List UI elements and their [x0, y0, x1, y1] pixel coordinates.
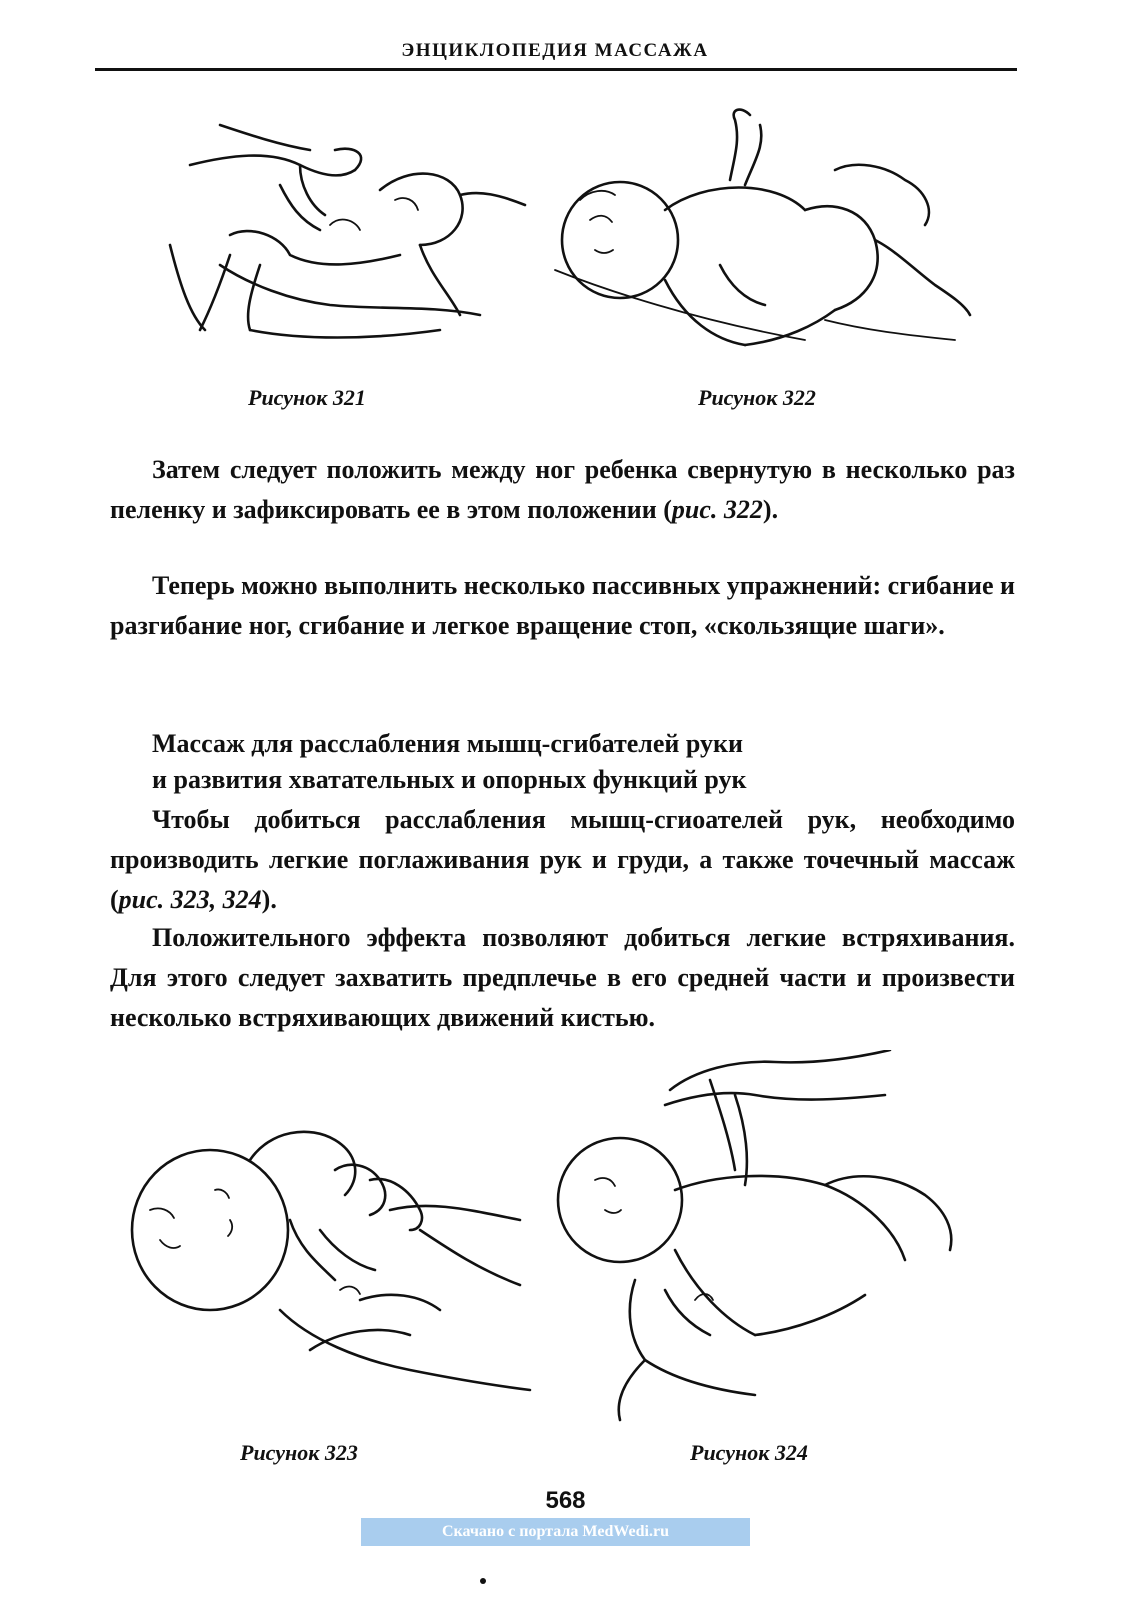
watermark-banner[interactable]: Скачано с портала MedWedi.ru [361, 1518, 750, 1546]
page-number: 568 [545, 1487, 586, 1514]
paragraph-3 [110, 800, 1015, 920]
section-heading-line-2: и развития хватательных и опорных функций рук [152, 765, 747, 794]
figure-reference-322: рис. 322 [671, 495, 763, 524]
paragraph-1-text: Затем следует положить между ног ребенка свернутую в несколько раз пеленку и зафиксировать ее в этом положении ( [110, 455, 1015, 524]
section-heading [152, 726, 1012, 798]
figure-324-caption: Рисунок 324 [690, 1440, 808, 1465]
paragraph-3-text: Чтобы добиться расслабления мышц-сгиоателей рук, необходимо производить легкие поглаживания рук и груди, а также точечный массаж ( [110, 805, 1015, 914]
section-heading-line-1: Массаж для расслабления мышц-сгибателей руки [152, 729, 743, 758]
decorative-dot [480, 1578, 486, 1584]
figure-321 [150, 105, 530, 365]
paragraph-1-tail: ). [762, 495, 779, 524]
figure-reference-323-324: рис. 323, 324 [118, 885, 262, 914]
paragraph-2: Теперь можно выполнить несколько пассивных упражнений: сгибание и разгибание ног, сгибание и легкое вращение стоп, «скользящие шаги». [110, 571, 1015, 640]
header-rule [95, 68, 1017, 71]
paragraph-3-tail: ). [261, 885, 277, 914]
figure-323 [120, 1100, 540, 1430]
running-header: ЭНЦИКЛОПЕДИЯ МАССАЖА [401, 40, 709, 61]
paragraph-1 [110, 450, 1015, 530]
figure-324 [545, 1050, 965, 1430]
infant-hand-massage-illustration [120, 1100, 540, 1430]
figure-322 [545, 100, 975, 370]
infant-arm-shaking-illustration [545, 1050, 965, 1430]
figure-321-caption: Рисунок 321 [248, 385, 366, 410]
infant-lying-on-back-illustration [545, 100, 975, 370]
paragraph-4: Положительного эффекта позволяют добиться легкие встряхивания. Для этого следует захватить предплечье в его средней части и произвести несколько встряхивающих движений кистью. [110, 923, 1015, 1032]
figure-322-caption: Рисунок 322 [698, 385, 816, 410]
hands-holding-infant-illustration [150, 105, 530, 365]
figure-323-caption: Рисунок 323 [240, 1440, 358, 1465]
